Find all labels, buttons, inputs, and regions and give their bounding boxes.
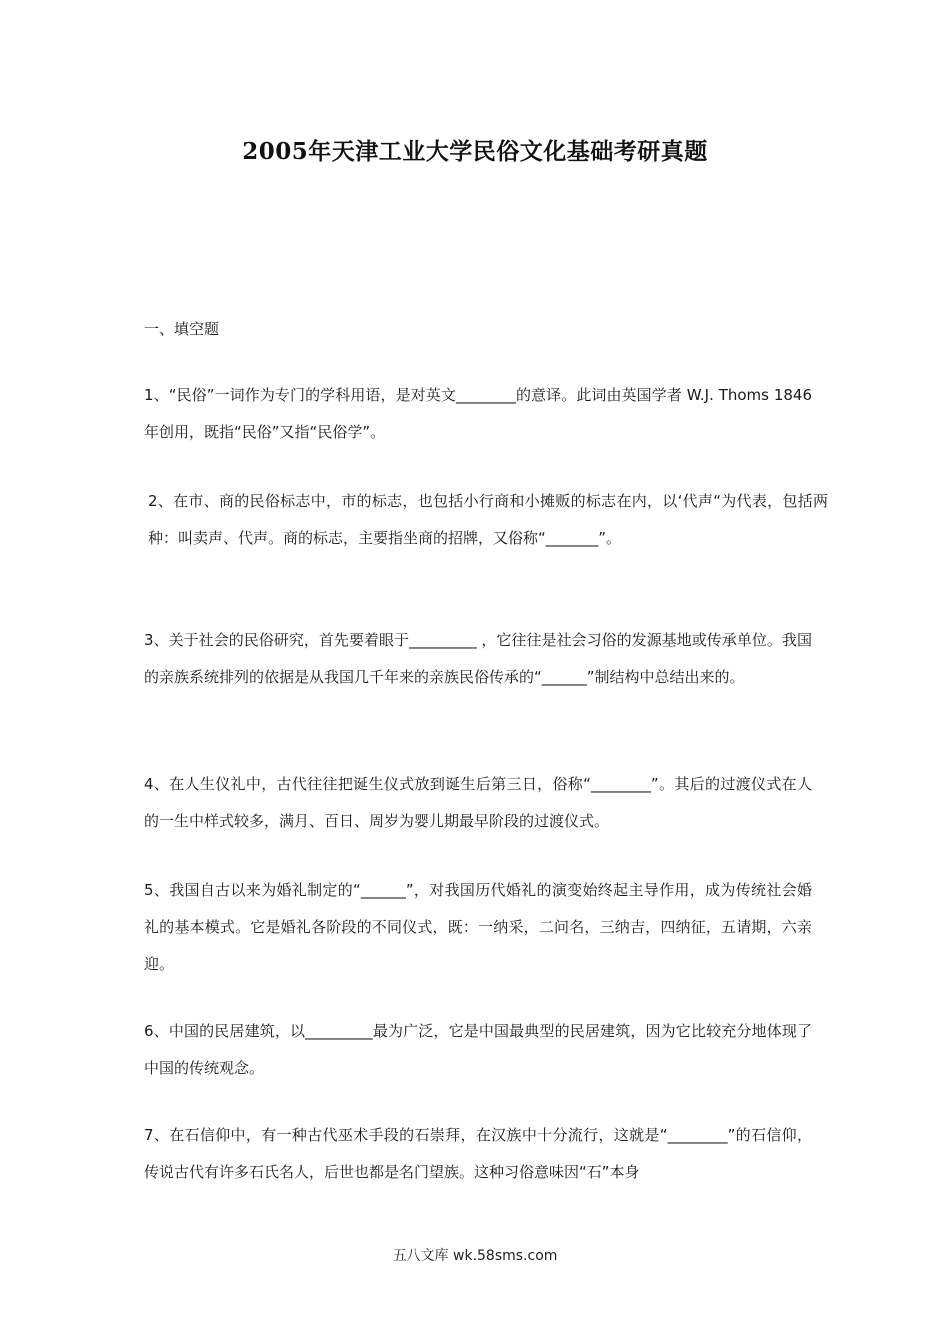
question-1: 1、“民俗”一词作为专门的学科用语，是对英文________的意译。此词由英国学者 W.J. Thoms 1846 年创用，既指“民俗”又指“民俗学”。 [144,386,812,441]
question-7: 7、在石信仰中，有一种古代巫术手段的石崇拜，在汉族中十分流行，这就是“________”的石信仰，传说古代有许多石氏名人，后世也都是名门望族。这种习俗意味因“石”本身 [144,1126,812,1181]
document-title: 2005年天津工业大学民俗文化基础考研真题 [242,138,708,165]
section-heading: 一、填空题 [144,320,220,338]
question-6: 6、中国的民居建筑，以_________最为广泛，它是中国最典型的民居建筑，因为它比较充分地体现了中国的传统观念。 [144,1022,812,1077]
question-3: 3、关于社会的民俗研究，首先要着眼于_________ ，它往往是社会习俗的发源基地或传承单位。我国的亲族系统排列的依据是从我国几千年来的亲族民俗传承的“______”制结构中总结出来的。 [144,631,812,686]
page-footer: 五八文库 wk.58sms.com [392,1248,558,1264]
question-2: 2、在市、商的民俗标志中，市的标志，也包括小行商和小摊贩的标志在内，以‘代声“为代表，包括两种：叫卖声、代声。商的标志，主要指坐商的招牌，又俗称“_______”。 [148,492,828,547]
question-5: 5、我国自古以来为婚礼制定的“______”，对我国历代婚礼的演变始终起主导作用，成为传统社会婚礼的基本模式。它是婚礼各阶段的不同仪式，既：一纳采，二问名，三纳吉，四纳征，五请期，六亲迎。 [144,881,812,973]
question-4: 4、在人生仪礼中，古代往往把诞生仪式放到诞生后第三日，俗称“________”。其后的过渡仪式在人的一生中样式较多，满月、百日、周岁为婴儿期最早阶段的过渡仪式。 [144,775,812,830]
